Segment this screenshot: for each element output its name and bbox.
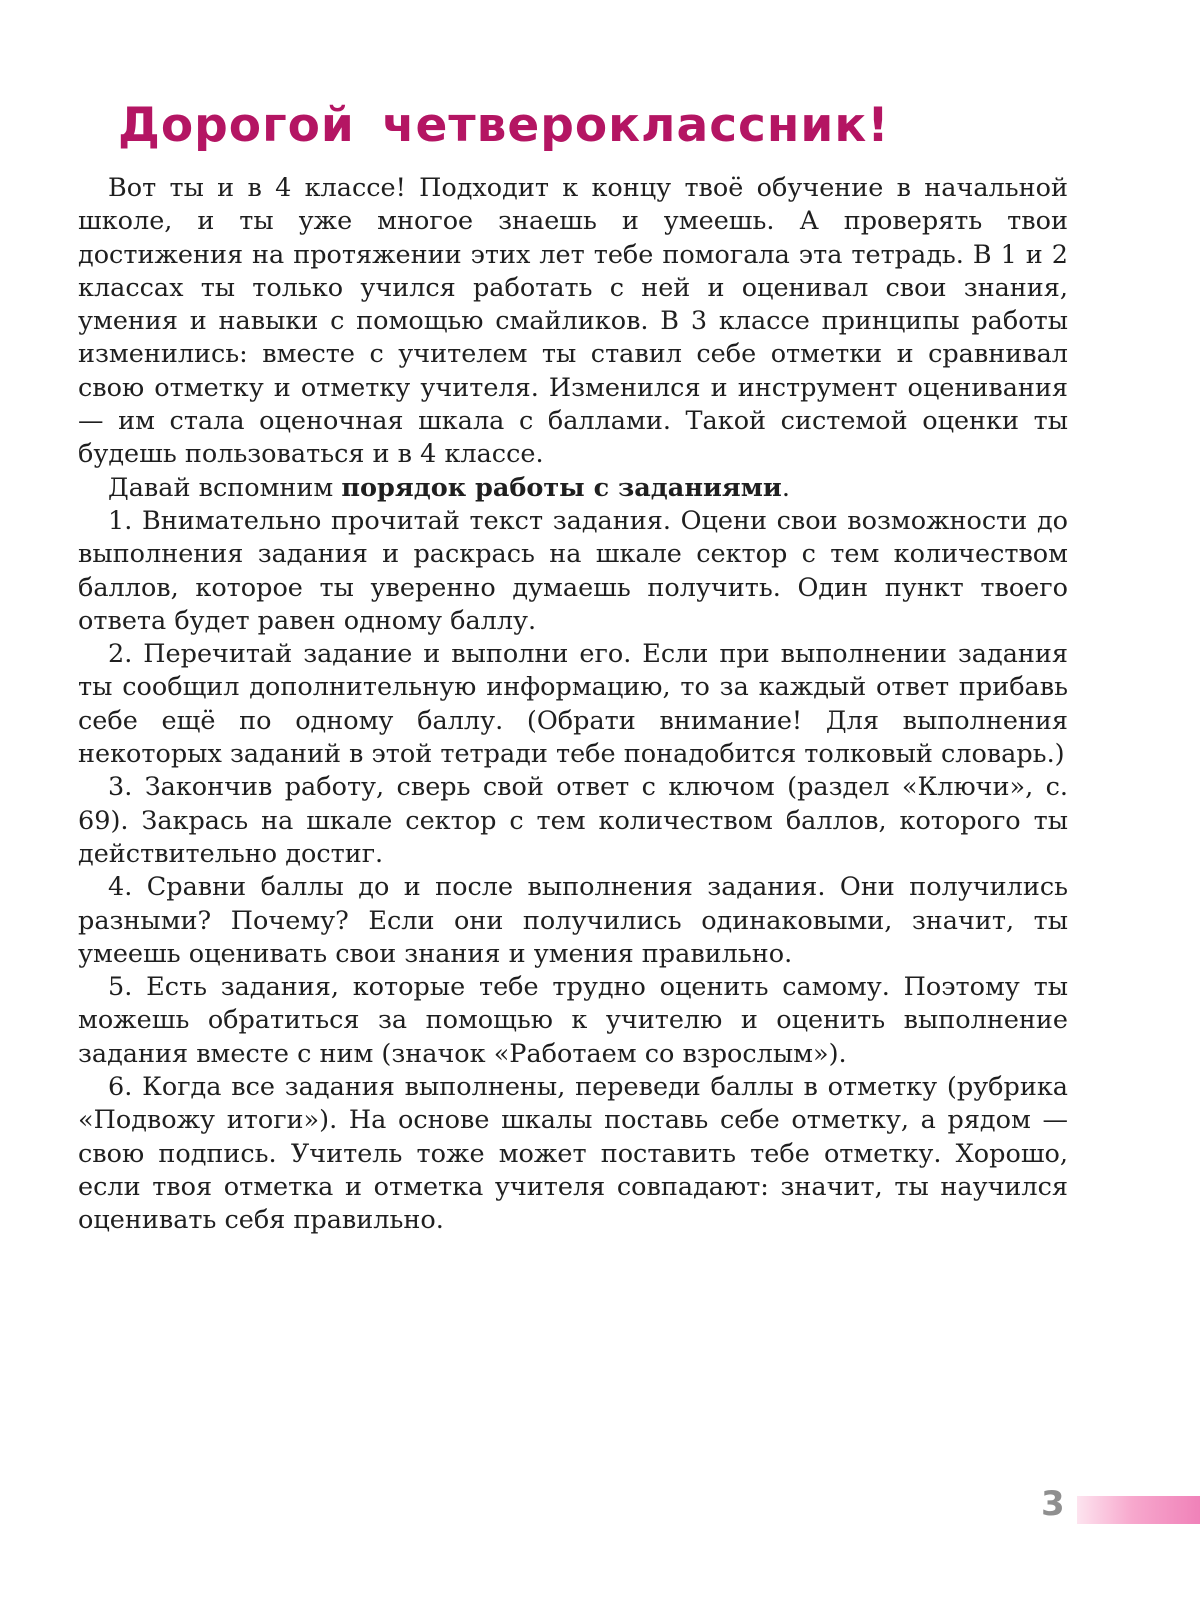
recall-prefix: Давай вспомним: [108, 472, 342, 503]
page-number: 3: [1041, 1484, 1065, 1524]
recall-bold-phrase: порядок работы с заданиями: [341, 472, 782, 503]
page-title: Дорогой четвероклассник!: [118, 98, 890, 153]
step-6-paragraph: 6. Когда все задания выполнены, переведи баллы в отметку (рубрика «Подвожу итоги»). На основе шкалы поставь себе отметку, а рядом — свою подпись. Учитель тоже может поставить тебе отметку. Хорошо, если твоя отметка и отметка учителя совпадают: значит, ты научился оценивать себя правильно.: [78, 1072, 1068, 1236]
intro-paragraph: Вот ты и в 4 классе! Подходит к концу твоё обучение в начальной школе, и ты уже многое знаешь и умеешь. А проверять твои достижения на протяжении этих лет тебе помогала эта тетрадь. В 1 и 2 классах ты только учился работать с ней и оценивал свои знания, умения и навыки с помощью смайликов. В 3 классе принципы работы изменились: вместе с учителем ты ставил себе отметки и сравнивал свою отметку и отметку учителя. Изменился и инструмент оценивания — им стала оценочная шкала с баллами. Такой системой оценки ты будешь пользоваться и в 4 классе.: [78, 173, 1068, 470]
page-number-stripe: [1077, 1496, 1200, 1524]
step-3-paragraph: 3. Закончив работу, сверь свой ответ с ключом (раздел «Ключи», с. 69). Закрась на шкале сектор с тем количеством баллов, которого ты действительно достиг.: [78, 772, 1068, 869]
recall-suffix: .: [781, 472, 790, 503]
page-body: [78, 172, 1068, 1238]
step-4-paragraph: 4. Сравни баллы до и после выполнения задания. Они получились разными? Почему? Если они получились одинаковыми, значит, ты умеешь оценивать свои знания и умения правильно.: [78, 872, 1068, 969]
step-5-paragraph: 5. Есть задания, которые тебе трудно оценить самому. Поэтому ты можешь обратиться за помощью к учителю и оценить выполнение задания вместе с ним (значок «Работаем со взрослым»).: [78, 972, 1068, 1069]
recall-paragraph: [78, 472, 1068, 505]
step-2-paragraph: 2. Перечитай задание и выполни его. Если при выполнении задания ты сообщил дополнительную информацию, то за каждый ответ прибавь себе ещё по одному баллу. (Обрати внимание! Для выполнения некоторых заданий в этой тетради тебе понадобится толковый словарь.): [78, 639, 1068, 770]
step-1-paragraph: 1. Внимательно прочитай текст задания. Оцени свои возможности до выполнения задания и раскрась на шкале сектор с тем количеством баллов, которое ты уверенно думаешь получить. Один пункт твоего ответа будет равен одному баллу.: [78, 505, 1068, 636]
